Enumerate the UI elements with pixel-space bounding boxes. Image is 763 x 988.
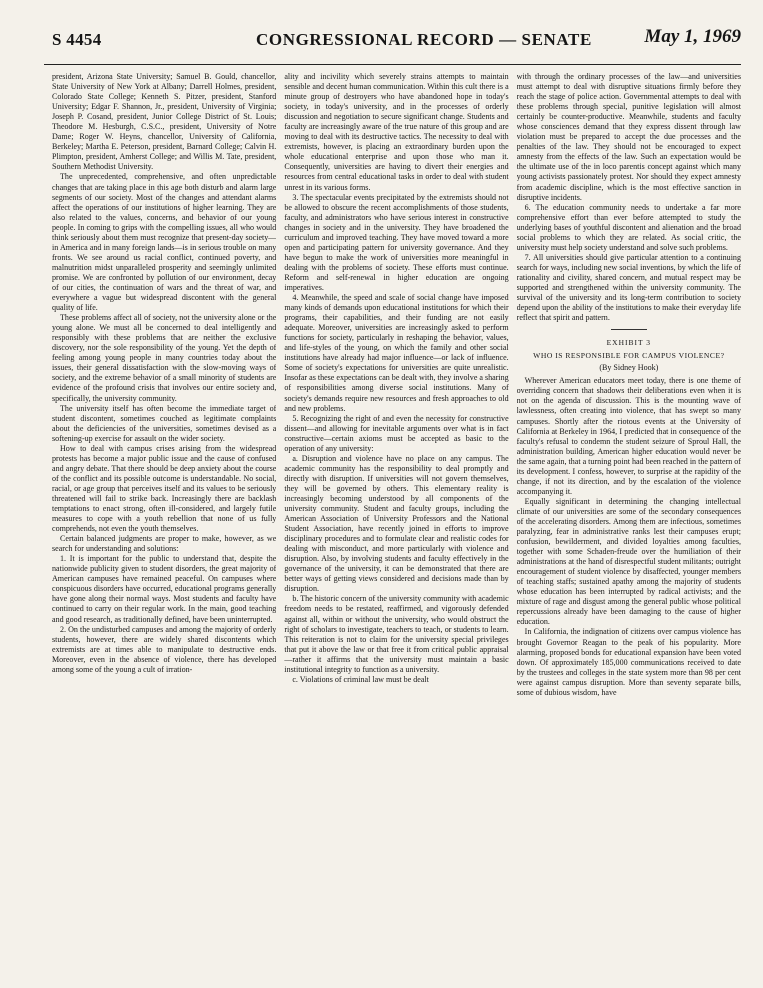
issue-date: May 1, 1969 [644, 26, 741, 47]
column-3 [517, 72, 741, 980]
paragraph: The unprecedented, comprehensive, and often unpredictable changes that are taking place in this age both disturb and alarm large segments of our society. Most of the changes and attendant alarms affect the operations of our institutions of higher learning. They are also related to the values, concerns, and behavior of our young people. In coming to grips with the compelling issues, all who would think seriously about them must recognize that present-day society—in America and in many foreign lands—is in serious trouble on many fronts. We see around us racial conflict, continued poverty, and malnutrition midst unparalleled prosperity and seemingly unlimited promise. We are confronted by pollution of our environment, decay of our cities, the continuation of wars and the threat of war, and everywhere a vague but widespread discontent with the general quality of life. [52, 172, 277, 313]
page-header [44, 20, 741, 65]
paragraph: 2. On the undisturbed campuses and among the majority of orderly students, however, there are widely shared discontents which extremists are at times able to manipulate to destructive ends. Moreover, even in the absence of violence, there has developed among some of the young a cult of irration- [52, 624, 277, 674]
paragraph: Wherever American educators meet today, there is one theme of overriding concern that shadows their deliberations even when it is not on the agenda of discussion. This is the mounting wave of lawlessness, often creating into violence, that has swept so many campuses. Shortly after the riotous events at the University of California at Berkeley in 1964, I predicted that in consequence of the faculty's refusal to condemn the student seizure of Sproul Hall, the administration building, American higher education would never be the same again, that a turning point had been reached in the pattern of its development. I confess, however, to surprise at the rapidity of the change, if not its direction, and by the escalation of the violence accompanying it. [516, 376, 741, 496]
page-number: S 4454 [52, 30, 102, 49]
paragraph: 7. All universities should give particular attention to a continuing search for ways, including new social inventions, by which the life of rationality and civility, shared concern, and mutual respect may be supported and strengthened within the university community. The survival of the university and its long-term contribution to society depend upon the ability of the institutions to make their everyday life reflect that spirit and pattern. [516, 252, 741, 323]
text-columns [52, 72, 741, 980]
paragraph: c. Violations of criminal law must be dealt [292, 674, 429, 684]
publication-title: CONGRESSIONAL RECORD — SENATE [256, 30, 592, 49]
paragraph: a. Disruption and violence have no place on any campus. The academic community has the responsibility to deal promptly and directly with disruption. If universities will not govern themselves, they will be governed by others. This elementary reality is increasingly becoming understood by all components of the university community. Student and faculty groups, including the American Association of University Professors and the National Student Association, have recently joined in efforts to improve disciplinary procedures and to formulate clear and realistic codes for dealing with misconduct, and more particularly with violence and disruption. Also, by involving students and faculty effectively in the governance of the university, it can be demonstrated that there are better ways of getting views considered and decisions made than by disruption. [284, 453, 509, 594]
paragraph: ality and incivility which severely strains attempts to maintain sensible and decent human communication. Within this cult there is a minute group of destroyers who have abandoned hope in today's society, in today's university, and in the processes of orderly discussion and negotiation to secure significant change. Students and faculty are increasingly aware of the true nature of this group and are moving to deal with its destructive tactics. The necessity to deal with extremists, however, is placing an extraordinary burden upon the whole educational enterprise and upon those who man it. Consequently, universities are having to divert their energies and resources from central educational tasks in order to deal with student unrest in its various forms. [284, 72, 509, 192]
paragraph: 4. Meanwhile, the speed and scale of social change have imposed many kinds of demands upon educational institutions for which their programs, their capabilities, and their funding are not easily adequate. Moreover, universities are increasingly asked to perform functions for society, particularly in reshaping the behavior, values, and life-styles of the young, on which the family and other social institutions have already had major influence—or lack of influence. Some of society's expectations for universities are quite unrealistic. Insofar as these expectations can be dealt with, they involve a sharing of responsibilities among diverse social institutions. Many of society's demands require new resources and fresh approaches to old and new problems. [284, 293, 509, 413]
column-1 [52, 72, 276, 980]
paragraph: How to deal with campus crises arising from the widespread protests has become a major public issue and the cause of confused and angry debate. That there should be deep anxiety about the course of the conflict and its possible outcome is understandable. No social, racial, or age group that perceives itself and its values to be seriously threatened will fail to strike back. Increasingly there are backlash temptations to enact strong, often ill-considered, and largely futile measures to cope with a youth rebellion that none of us fully comprehends, not even the youth themselves. [52, 443, 277, 534]
paragraph: b. The historic concern of the university community with academic freedom needs to be restated, reaffirmed, and vigorously defended against all, within or without the university, who would obstruct the right of scholars to investigate, teachers to teach, or students to learn. This reiteration is not to claim for the university special privileges that put it above the law or that free it from critical public appraisal—rather it affirms that the university must maintain a basic institutional integrity to function as a university. [284, 594, 509, 674]
article-headline: WHO IS RESPONSIBLE FOR CAMPUS VIOLENCE? [533, 351, 725, 361]
paragraph: These problems affect all of society, not the university alone or the young alone. We must all be concerned to deal intelligently and responsibly with these problems that are neither the exclusive discovery, nor the sole responsibility of the young. Yet the depth of feeling among young people in many countries today about the issues, their general dissatisfaction with the slow-moving ways of society, and the extreme behavior of a small minority of students are evidence of the profound crisis that involves our entire society and, specifically, the university community. [52, 313, 277, 403]
column-2 [284, 72, 508, 980]
paragraph: 5. Recognizing the right of and even the necessity for constructive dissent—and allowing for inevitable arguments over what is in fact constructive—certain axioms must be accepted as basic to the operation of any university: [284, 413, 509, 453]
paragraph: president, Arizona State University; Samuel B. Gould, chancellor, State University of New York at Albany; Darrell Holmes, president, Colorado State College; Kenneth S. Pitzer, president, Stanford University; Edgar F. Shannon, Jr., president, University of Virginia; Joseph P. Cosand, president, Junior College District of St. Louis; Theodore M. Hesburgh, C.S.C., president, University of Notre Dame; Roger W. Heyns, chancellor, University of California, Berkeley; Martha E. Peterson, president, Barnard College; Calvin H. Plimpton, president, Amherst College; and Willis M. Tate, president, Southern Methodist University. [52, 72, 277, 172]
paragraph: 1. It is important for the public to understand that, despite the nationwide publicity given to student disorders, the great majority of American campuses have remained peaceful. On campuses where conspicuous disorders have occurred, educational programs generally have gone along their normal ways. Most students and faculty have continued to carry on their regular work. In the main, good teaching and good research, as traditionally defined, have been uninterrupted. [52, 554, 277, 624]
paragraph: 3. The spectacular events precipitated by the extremists should not be allowed to obscure the recent accomplishments of those students, faculty, and administrators who have serious interest in constructive changes in society and in the university. They have broadened the curriculum and improved teaching. They have moved toward a more open and participating pattern for university governance. And they have begun to make the work of universities more meaningful in dealing with the problems of society. These efforts must continue. Reform and self-renewal in higher education are ongoing imperatives. [284, 192, 509, 292]
article-byline: (By Sidney Hook) [599, 363, 659, 373]
paragraph: The university itself has often become the immediate target of student discontent, sometimes couched as legitimate complaints about the deficiencies of the universities, sometimes devised as a softening-up exercise for assault on the wider society. [52, 403, 277, 443]
paragraph: Equally significant in determining the changing intellectual climate of our universities are some of the secondary consequences of the accelerating disorders. Among them are infectious, sometimes paralyzing, fear in administrative ranks lest their campuses erupt; confusion, bewilderment, and divided loyalties among faculties, together with some Schaden-freude over the humiliation of their administrations at the hand of disrespectful student militants; outright encouragement of student violence by disaffected, younger members of teaching staffs; sustained apathy among the majority of students whose education has been interrupted by radical activists; and the mixture of rage and disgust among the general public whose political repercussions already have been damaging to the cause of higher education. [516, 496, 741, 627]
exhibit-label: EXHIBIT 3 [606, 338, 652, 348]
paragraph: with through the ordinary processes of the law—and universities must attempt to deal with disruptive situations firmly before they reach the stage of police action. Governmental attempts to deal with these problems through special, punitive legislation will almost certainly be counter-productive. Meanwhile, students and faculty whose consciences demand that they express dissent through law violation must be prepared to accept the due processes and the penalties of the law. They should not be encouraged to expect amnesty from the effects of the law. Such an expectation would be the ultimate use of the in loco parentis concept against which many young activists passionately protest. Nor should they expect amnesty from academic discipline, which is the most effective sanction in disruptive incidents. [516, 72, 741, 202]
section-divider [611, 329, 647, 330]
paragraph: In California, the indignation of citizens over campus violence has brought Governor Reagan to the peak of his popularity. More alarming, proposed bonds for educational expansion have been voted down. Of approximately 185,000 communications received to date by the trustees and colleges in the state system more than 98 per cent were against campus disruption. More than seventy separate bills, some of dubious wisdom, have [516, 627, 741, 697]
paragraph: 6. The education community needs to undertake a far more comprehensive effort than ever before attempted to study the underlying bases of youthful discontent and alienation and the broad social problems to which they are related. As social critic, the university must help society understand and solve such problems. [516, 202, 741, 252]
paragraph: Certain balanced judgments are proper to make, however, as we search for understanding and solutions: [52, 534, 277, 554]
